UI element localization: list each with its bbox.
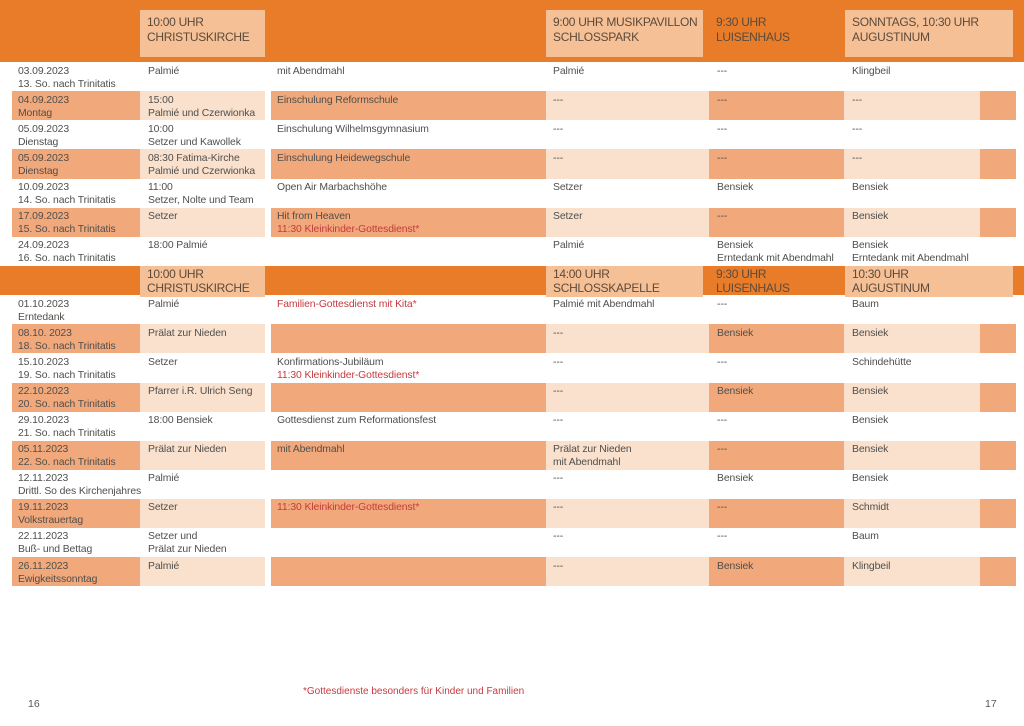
header-christuskirche (140, 266, 265, 297)
cell-line: --- (553, 152, 564, 164)
day-label: 19. So. nach Trinitatis (18, 369, 116, 381)
cell-christuskirche (140, 557, 265, 586)
cell-line: 10:00 (148, 123, 174, 135)
cell-augustinum (844, 412, 980, 441)
cell-luisenhaus (709, 324, 844, 353)
cell-line: Pfarrer i.R. Ulrich Seng (148, 386, 253, 398)
cell-line: Palmié (148, 473, 180, 485)
cell-line: Bensiek (852, 386, 889, 398)
cell-date (12, 353, 140, 382)
cell-line: --- (553, 327, 564, 339)
header-line: 14:00 UHR (553, 267, 610, 281)
cell-line: --- (717, 211, 728, 223)
cell-line: --- (717, 94, 728, 106)
cell-line: 18:00 Bensiek (148, 415, 213, 427)
cell-pavilion (546, 62, 709, 91)
header-line: LUISENHAUS (716, 30, 790, 44)
cell-line: --- (553, 123, 564, 135)
cell-luisenhaus (709, 412, 844, 441)
cell-line: Einschulung Wilhelmsgymnasium (277, 123, 429, 135)
cell-christuskirche (140, 324, 265, 353)
day-label: 13. So. nach Trinitatis (18, 78, 116, 90)
cell-line: 11:00 (148, 182, 173, 194)
cell-notes (271, 353, 546, 382)
cell-line: Setzer und Kawollek (148, 136, 241, 148)
cell-christuskirche (140, 120, 265, 149)
cell-notes (271, 149, 546, 178)
cell-line: --- (553, 356, 564, 368)
header-line: LUISENHAUS (716, 281, 790, 295)
date-text: 05.11.2023 (18, 444, 69, 456)
cell-date (12, 383, 140, 412)
cell-line: Bensiek (852, 415, 889, 427)
row-edge-strip (980, 441, 1016, 470)
row-edge-strip (980, 557, 1016, 586)
cell-date (12, 120, 140, 149)
table-row (0, 412, 1024, 441)
cell-line: Klingbeil (852, 560, 891, 572)
cell-line: 15:00 (148, 94, 174, 106)
header-schlosskapelle (546, 266, 703, 297)
cell-line: Palmié (553, 240, 585, 252)
page-number-right: 17 (985, 698, 997, 710)
header-musikpavillon-schlosspark (546, 10, 703, 57)
header-line: 10:30 UHR (852, 267, 909, 281)
table-row (0, 557, 1024, 586)
day-label: Drittl. So des Kirchenjahres (18, 486, 142, 498)
highlighted-line: 11:30 Kleinkinder-Gottesdienst* (277, 502, 420, 514)
highlighted-line: Familien-Gottesdienst mit Kita* (277, 298, 417, 310)
day-label: 20. So. nach Trinitatis (18, 399, 116, 411)
cell-line: --- (717, 65, 728, 77)
cell-augustinum (844, 208, 980, 237)
cell-luisenhaus (709, 528, 844, 557)
cell-luisenhaus (709, 499, 844, 528)
table-row (0, 91, 1024, 120)
cell-line: Bensiek (852, 182, 889, 194)
cell-line: --- (553, 502, 564, 514)
cell-line: Setzer (148, 211, 178, 223)
cell-luisenhaus (709, 383, 844, 412)
cell-augustinum (844, 120, 980, 149)
cell-christuskirche (140, 528, 265, 557)
cell-line: --- (717, 152, 728, 164)
cell-date (12, 208, 140, 237)
cell-line: Prälat zur Nieden (148, 327, 227, 339)
row-edge-strip (980, 470, 1016, 499)
cell-line: --- (717, 123, 728, 135)
cell-pavilion (546, 412, 709, 441)
row-edge-strip (980, 353, 1016, 382)
cell-pavilion (546, 528, 709, 557)
date-text: 03.09.2023 (18, 65, 70, 77)
row-edge-strip (980, 91, 1016, 120)
cell-luisenhaus (709, 91, 844, 120)
cell-pavilion (546, 324, 709, 353)
cell-line: Bensiek (717, 560, 754, 572)
cell-line: --- (553, 560, 564, 572)
row-edge-strip (980, 62, 1016, 91)
cell-line: Setzer (553, 211, 583, 223)
cell-line: Klingbeil (852, 65, 891, 77)
cell-christuskirche (140, 179, 265, 208)
cell-notes (271, 120, 546, 149)
cell-luisenhaus (709, 149, 844, 178)
header-augustinum (845, 10, 1013, 57)
cell-pavilion (546, 557, 709, 586)
cell-line: Bensiek (852, 240, 889, 252)
cell-augustinum (844, 557, 980, 586)
cell-line: Schmidt (852, 502, 889, 514)
day-label: 21. So. nach Trinitatis (18, 428, 116, 440)
cell-pavilion (546, 120, 709, 149)
cell-pavilion (546, 295, 709, 324)
cell-line: Gottesdienst zum Reformationsfest (277, 415, 436, 427)
header-line: 10:00 UHR (147, 267, 204, 281)
cell-date (12, 412, 140, 441)
page-number-left: 16 (28, 698, 40, 710)
day-label: 15. So. nach Trinitatis (18, 224, 116, 236)
date-text: 10.09.2023 (18, 182, 70, 194)
cell-line: Palmié mit Abendmahl (553, 298, 655, 310)
cell-pavilion (546, 208, 709, 237)
cell-notes (271, 412, 546, 441)
cell-augustinum (844, 237, 980, 266)
cell-line: --- (717, 298, 728, 310)
header-line: AUGUSTINUM (852, 281, 930, 295)
date-text: 24.09.2023 (18, 240, 70, 252)
cell-line: Setzer und (148, 531, 198, 543)
cell-line: Bensiek (717, 182, 754, 194)
section1-rows (0, 62, 1024, 266)
table-row (0, 120, 1024, 149)
section2-header-band (0, 266, 1024, 295)
cell-line: Erntedank mit Abendmahl (852, 253, 969, 265)
cell-pavilion (546, 441, 709, 470)
table-row (0, 528, 1024, 557)
cell-augustinum (844, 62, 980, 91)
cell-date (12, 179, 140, 208)
cell-line: --- (717, 415, 728, 427)
header-christuskirche (140, 10, 265, 57)
table-row (0, 324, 1024, 353)
table-row (0, 149, 1024, 178)
cell-line: Palmié (148, 298, 180, 310)
cell-line: Baum (852, 298, 879, 310)
row-edge-strip (980, 208, 1016, 237)
cell-line: Palmié (148, 560, 180, 572)
cell-augustinum (844, 295, 980, 324)
day-label: 18. So. nach Trinitatis (18, 340, 116, 352)
cell-notes (271, 499, 546, 528)
cell-christuskirche (140, 295, 265, 324)
cell-augustinum (844, 179, 980, 208)
row-edge-strip (980, 120, 1016, 149)
cell-luisenhaus (709, 557, 844, 586)
cell-augustinum (844, 528, 980, 557)
table-row (0, 353, 1024, 382)
cell-luisenhaus (709, 295, 844, 324)
cell-date (12, 295, 140, 324)
cell-line: Bensiek (717, 386, 754, 398)
cell-augustinum (844, 91, 980, 120)
cell-notes (271, 237, 546, 266)
date-text: 22.10.2023 (18, 386, 70, 398)
cell-pavilion (546, 179, 709, 208)
table-row (0, 383, 1024, 412)
header-line: CHRISTUSKIRCHE (147, 30, 250, 44)
row-edge-strip (980, 295, 1016, 324)
cell-line: Schindehütte (852, 356, 912, 368)
date-text: 08.10. 2023 (18, 327, 72, 339)
section2-rows (0, 295, 1024, 586)
cell-pavilion (546, 499, 709, 528)
day-label: Dienstag (18, 165, 59, 177)
cell-line: Bensiek (852, 327, 889, 339)
cell-line: Erntedank mit Abendmahl (717, 253, 834, 265)
header-augustinum (845, 266, 1013, 297)
day-label: Buß- und Bettag (18, 544, 93, 556)
cell-line: mit Abendmahl (553, 457, 621, 469)
cell-christuskirche (140, 208, 265, 237)
header-line: CHRISTUSKIRCHE (147, 281, 250, 295)
cell-date (12, 237, 140, 266)
header-luisenhaus (709, 266, 844, 297)
cell-luisenhaus (709, 120, 844, 149)
header-line: SCHLOSSKAPELLE (553, 281, 660, 295)
header-line: AUGUSTINUM (852, 30, 930, 44)
row-edge-strip (980, 499, 1016, 528)
cell-line: mit Abendmahl (277, 65, 345, 77)
children-services-footnote: *Gottesdienste besonders für Kinder und Familien (303, 686, 525, 697)
cell-augustinum (844, 353, 980, 382)
row-edge-strip (980, 179, 1016, 208)
date-text: 29.10.2023 (18, 415, 70, 427)
cell-luisenhaus (709, 441, 844, 470)
cell-line: --- (553, 94, 564, 106)
cell-line: Bensiek (717, 473, 754, 485)
cell-pavilion (546, 237, 709, 266)
cell-pavilion (546, 91, 709, 120)
cell-christuskirche (140, 499, 265, 528)
cell-notes (271, 295, 546, 324)
table-row (0, 499, 1024, 528)
header-line: 9:30 UHR (716, 267, 767, 281)
table-row (0, 470, 1024, 499)
cell-line: Palmié und Czerwionka (148, 107, 256, 119)
day-label: 16. So. nach Trinitatis (18, 253, 116, 265)
date-text: 05.09.2023 (18, 123, 70, 135)
cell-line: 18:00 Palmié (148, 240, 208, 252)
cell-line: 08:30 Fatima-Kirche (148, 152, 240, 164)
cell-line: --- (553, 473, 564, 485)
date-text: 01.10.2023 (18, 298, 70, 310)
date-text: 04.09.2023 (18, 94, 70, 106)
header-line: 9:30 UHR (716, 15, 767, 29)
section1-header-band (0, 0, 1024, 62)
cell-line: --- (717, 502, 728, 514)
cell-line: Einschulung Heidewegschule (277, 152, 411, 164)
cell-christuskirche (140, 149, 265, 178)
date-text: 15.10.2023 (18, 356, 70, 368)
cell-notes (271, 62, 546, 91)
cell-line: Prälat zur Nieden (148, 544, 227, 556)
cell-date (12, 91, 140, 120)
date-text: 05.09.2023 (18, 152, 70, 164)
day-label: Dienstag (18, 136, 59, 148)
cell-line: Einschulung Reformschule (277, 94, 399, 106)
day-label: Ewigkeitssonntag (18, 573, 98, 585)
cell-date (12, 441, 140, 470)
cell-line: Bensiek (852, 444, 889, 456)
header-line: 9:00 UHR MUSIKPAVILLON (553, 15, 698, 29)
cell-line: Palmié (148, 65, 180, 77)
cell-line: Bensiek (852, 211, 889, 223)
header-line: SONNTAGS, 10:30 UHR (852, 15, 979, 29)
cell-notes (271, 528, 546, 557)
date-text: 19.11.2023 (18, 502, 69, 514)
cell-line: Konfirmations-Jubiläum (277, 356, 384, 368)
row-edge-strip (980, 383, 1016, 412)
cell-line: --- (553, 531, 564, 543)
cell-date (12, 499, 140, 528)
cell-line: Setzer (553, 182, 583, 194)
table-row (0, 62, 1024, 91)
day-label: 22. So. nach Trinitatis (18, 457, 116, 469)
table-row (0, 179, 1024, 208)
row-edge-strip (980, 149, 1016, 178)
date-text: 12.11.2023 (18, 473, 69, 485)
cell-notes (271, 557, 546, 586)
cell-date (12, 62, 140, 91)
date-text: 17.09.2023 (18, 211, 70, 223)
date-text: 26.11.2023 (18, 560, 69, 572)
cell-notes (271, 441, 546, 470)
cell-line: --- (553, 386, 564, 398)
table-row (0, 237, 1024, 266)
header-line: SCHLOSSPARK (553, 30, 639, 44)
cell-augustinum (844, 441, 980, 470)
cell-date (12, 324, 140, 353)
cell-augustinum (844, 149, 980, 178)
cell-date (12, 557, 140, 586)
header-luisenhaus (709, 10, 844, 57)
cell-notes (271, 91, 546, 120)
cell-date (12, 149, 140, 178)
cell-augustinum (844, 470, 980, 499)
cell-line: Palmié (553, 65, 585, 77)
cell-line: Open Air Marbachshöhe (277, 182, 387, 194)
row-edge-strip (980, 412, 1016, 441)
highlighted-line: 11:30 Kleinkinder-Gottesdienst* (277, 224, 420, 236)
cell-pavilion (546, 383, 709, 412)
cell-line: Setzer (148, 502, 178, 514)
cell-line: Hit from Heaven (277, 211, 351, 223)
cell-line: Bensiek (717, 240, 754, 252)
table-row (0, 441, 1024, 470)
cell-line: --- (717, 531, 728, 543)
cell-line: --- (852, 152, 863, 164)
cell-christuskirche (140, 91, 265, 120)
cell-augustinum (844, 324, 980, 353)
highlighted-line: 11:30 Kleinkinder-Gottesdienst* (277, 369, 420, 381)
cell-luisenhaus (709, 237, 844, 266)
cell-christuskirche (140, 353, 265, 382)
cell-pavilion (546, 353, 709, 382)
cell-notes (271, 208, 546, 237)
table-row (0, 295, 1024, 324)
row-edge-strip (980, 528, 1016, 557)
cell-line: Palmié und Czerwionka (148, 165, 256, 177)
cell-line: Setzer, Nolte und Team (148, 195, 254, 207)
cell-augustinum (844, 499, 980, 528)
cell-line: Bensiek (852, 473, 889, 485)
cell-line: --- (852, 94, 863, 106)
date-text: 22.11.2023 (18, 531, 69, 543)
cell-christuskirche (140, 470, 265, 499)
cell-notes (271, 324, 546, 353)
cell-pavilion (546, 149, 709, 178)
table-row (0, 208, 1024, 237)
cell-notes (271, 470, 546, 499)
day-label: Volkstrauertag (18, 515, 84, 527)
cell-line: --- (717, 444, 728, 456)
cell-notes (271, 383, 546, 412)
cell-line: --- (852, 123, 863, 135)
cell-line: Prälat zur Nieden (553, 444, 632, 456)
cell-line: --- (553, 415, 564, 427)
cell-line: mit Abendmahl (277, 444, 345, 456)
cell-date (12, 528, 140, 557)
cell-christuskirche (140, 441, 265, 470)
cell-christuskirche (140, 412, 265, 441)
row-edge-strip (980, 324, 1016, 353)
row-edge-strip (980, 237, 1016, 266)
cell-luisenhaus (709, 62, 844, 91)
cell-luisenhaus (709, 179, 844, 208)
cell-christuskirche (140, 62, 265, 91)
cell-luisenhaus (709, 353, 844, 382)
day-label: Erntedank (18, 311, 65, 323)
cell-pavilion (546, 470, 709, 499)
cell-christuskirche (140, 237, 265, 266)
day-label: 14. So. nach Trinitatis (18, 195, 116, 207)
cell-line: Bensiek (717, 327, 754, 339)
cell-line: --- (717, 356, 728, 368)
header-line: 10:00 UHR (147, 15, 204, 29)
cell-augustinum (844, 383, 980, 412)
cell-luisenhaus (709, 470, 844, 499)
cell-notes (271, 179, 546, 208)
cell-luisenhaus (709, 208, 844, 237)
cell-line: Baum (852, 531, 879, 543)
cell-line: Setzer (148, 356, 178, 368)
cell-christuskirche (140, 383, 265, 412)
day-label: Montag (18, 107, 53, 119)
cell-line: Prälat zur Nieden (148, 444, 227, 456)
cell-date (12, 470, 140, 499)
